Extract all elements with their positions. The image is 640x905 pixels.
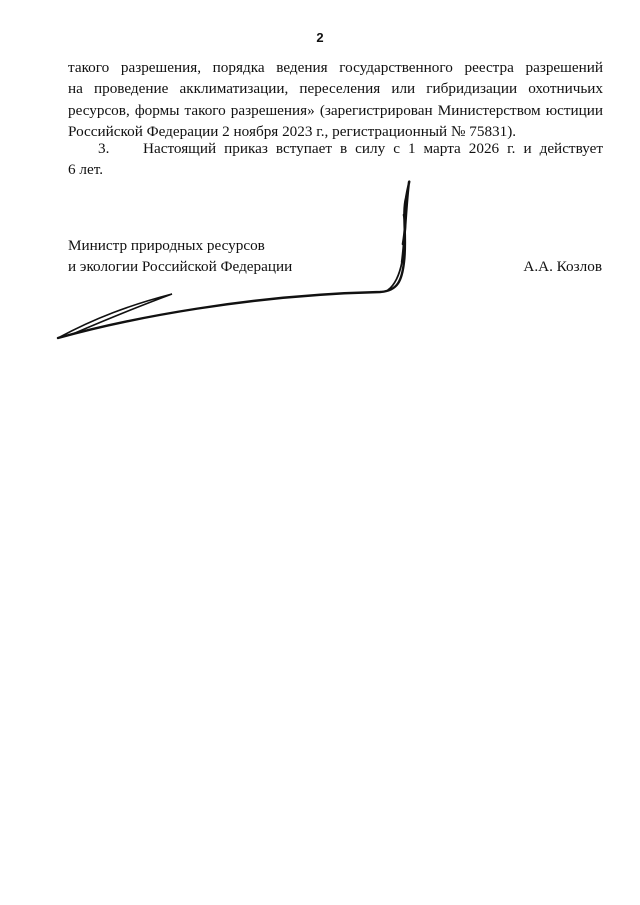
paragraph-continuation (68, 57, 603, 142)
text-line: на проведение акклиматизации, переселения или гибридизации охотничьих (68, 80, 603, 98)
paragraph-item-3 (68, 138, 603, 181)
text-line (68, 138, 603, 159)
signatory-name: А.А. Козлов (523, 258, 602, 275)
text-line: такого разрешения, порядка ведения государственного реестра разрешений (68, 59, 603, 76)
item-text: Настоящий приказ вступает в силу с 1 марта 2026 г. и действует (143, 140, 603, 157)
page-number: 2 (316, 30, 324, 45)
text-line: Российской Федерации 2 ноября 2023 г., регистрационный № 75831). (68, 122, 517, 140)
signatory-title-line: и экологии Российской Федерации (68, 258, 293, 276)
signatory-title-line: Министр природных ресурсов (68, 237, 265, 254)
text-line: ресурсов, формы такого разрешения» (зарегистрирован Министерством юстиции (68, 101, 603, 119)
item-number: 3. (98, 140, 110, 157)
text-line: 6 лет. (68, 161, 104, 179)
signatory-title (68, 235, 292, 278)
